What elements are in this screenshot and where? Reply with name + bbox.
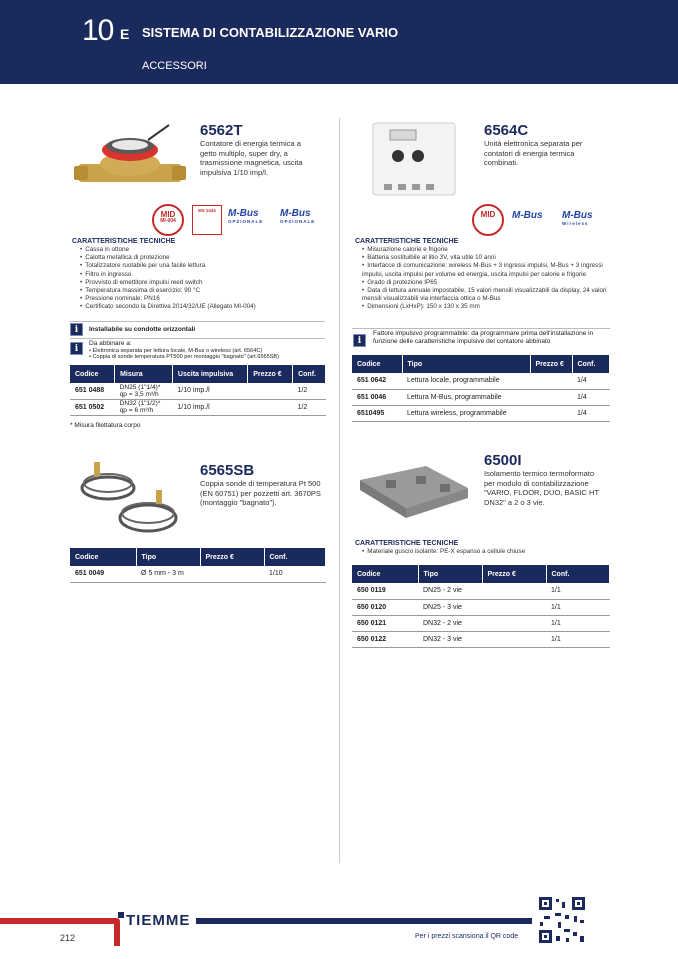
features-list-6564c [362, 246, 610, 312]
col-header: Misura [115, 365, 173, 383]
table-6565sb [70, 548, 326, 583]
table-6564c [352, 355, 610, 422]
features-title-6564c: CARATTERISTICHE TECNICHE [355, 238, 459, 245]
heat-meter-image [74, 120, 186, 200]
product-desc-6562t: Contatore di energia termica a getto multiplo, super dry, a trasmissione magnetica, uscita impulsiva 1/10 imp/l. [200, 139, 303, 177]
col-header: Tipo [136, 548, 200, 566]
col-header: Prezzo € [200, 548, 264, 566]
table-row: 650 0120 DN25 - 3 vie 1/1 [352, 599, 610, 615]
table-row: 651 0049 Ø 5 mm - 3 m 1/10 [70, 566, 326, 582]
table-row: 651 0502 DN32 (1"1/2)* qp = 6 m³/h 1/10 imp./l 1/2 [70, 399, 326, 415]
column-divider [339, 118, 340, 863]
list-item: • Calotta metallica di protezione [80, 254, 320, 262]
table-row: 650 0122 DN32 - 3 vie 1/1 [352, 631, 610, 647]
col-header: Conf. [546, 565, 610, 583]
list-item: • Cassa in ottone [80, 246, 320, 254]
info-icon: i [70, 342, 83, 355]
table-row: 650 0121 DN32 - 2 vie 1/1 [352, 615, 610, 631]
product-name-6564c: 6564C [484, 122, 529, 139]
table-6500i [352, 565, 610, 648]
mbus-wireless-logo: M-Bus OPZIONALE [280, 208, 316, 224]
features-list-6500i [362, 548, 610, 556]
col-header: Codice [352, 565, 418, 583]
col-header: Conf. [572, 355, 610, 373]
list-item: • Certificato secondo la Direttiva 2014/32/UE (Allegato MI-004) [80, 303, 320, 311]
table-row: 651 0642 Lettura locale, programmabile 1/4 [352, 373, 610, 389]
list-item: • Materiale guscio isolante: PE-X espanso a cellule chiuse [362, 548, 610, 556]
footer-blue-line [196, 918, 532, 924]
list-item: • Temperatura massima di esercizio: 90 °C [80, 287, 320, 295]
col-header: Conf. [264, 548, 326, 566]
page-subtitle: ACCESSORI [142, 60, 207, 72]
temperature-probes-image [80, 458, 180, 544]
mbus-logo: M-Bus OPZIONALE [228, 208, 264, 224]
features-title-6562t: CARATTERISTICHE TECNICHE [72, 238, 176, 245]
col-header: Prezzo € [482, 565, 546, 583]
col-header: Tipo [402, 355, 530, 373]
list-item: • Totalizzatore ruotabile per una facile lettura [80, 262, 320, 270]
product-name-6562t: 6562T [200, 122, 243, 139]
product-desc-6565sb: Coppia sonde di temperatura Pt 500 (EN 60751) per pozzetti art. 3670PS (montaggio "bagnato"). [200, 479, 321, 507]
table-row: 651 0488 DN25 (1"1/4)* qp = 3,5 m³/h 1/10 imp./l 1/2 [70, 383, 326, 399]
page-title: SISTEMA DI CONTABILIZZAZIONE VARIO [142, 25, 399, 40]
chapter-letter: E [120, 26, 130, 42]
note-combine: Da abbinare a: • Elettronica separata per lettura locale, M-Bus o wireless (art. 6564C) • Coppia di sonde temperatura PT500 per montaggio "bagnato" (art.6565SB) [89, 340, 280, 360]
list-item: • Grado di protezione IP65 [362, 279, 610, 287]
info-icon: i [353, 334, 366, 347]
list-item: • Pressione nominale: PN16 [80, 295, 320, 303]
table-row: 6510495 Lettura wireless, programmabile 1/4 [352, 405, 610, 421]
note-horizontal: Installabile su condotte orizzontali [89, 326, 196, 333]
col-header: Prezzo € [530, 355, 572, 373]
product-name-6500i: 6500I [484, 452, 522, 469]
col-header: Codice [70, 365, 115, 383]
insulation-shell-image [356, 458, 472, 524]
footnote: * Misura filettatura corpo [70, 422, 141, 429]
en1434-logo: EN 1434 [192, 205, 222, 235]
page-number: 212 [60, 933, 76, 943]
mbus-logo: M-Bus [512, 210, 543, 221]
list-item: • Misurazione calorie e frigorie [362, 246, 610, 254]
product-desc-6500i: Isolamento termico termoformato per modulo di contabilizzazione "VARIO, FLOOR, DUO, BASIC HT DN32" a 2 o 3 vie. [484, 469, 599, 507]
col-header: Uscita impulsiva [172, 365, 247, 383]
col-header: Codice [70, 548, 136, 566]
qr-code[interactable] [538, 896, 586, 944]
brand-logo: TIEMME [126, 912, 191, 929]
col-header: Codice [352, 355, 402, 373]
chapter-number: 10 [82, 14, 114, 47]
product-desc-6564c: Unità elettronica separata per contatori di energia termica combinati. [484, 139, 583, 167]
col-header: Prezzo € [248, 365, 293, 383]
list-item: • Filtro in ingresso [80, 271, 320, 279]
list-item: • Interfacce di comunicazione: wireless M-Bus + 3 ingressi impulsi, M-Bus + 3 ingressi impulsi, uscita impulsi per volume ed energia, uscita impulsi per calorie e frigorie [362, 262, 610, 278]
list-item: • Batteria sostituibile al litio 3V, vita utile 10 anni [362, 254, 610, 262]
table-6562t [70, 365, 326, 416]
table-row: 650 0119 DN25 - 2 vie 1/1 [352, 583, 610, 599]
list-item: • Dimensioni (LxHxP): 150 x 130 x 35 mm [362, 303, 610, 311]
brand-swoosh [96, 912, 124, 946]
col-header: Conf. [293, 365, 326, 383]
note-programmable: Fattore impulsivo programmabile: da programmare prima dell'installazione in funzione delle caratteristiche impulsive del contatore abbinato [373, 330, 594, 345]
col-header: Tipo [418, 565, 482, 583]
mid-logo: MID MI-004 [152, 204, 184, 236]
features-list-6562t [80, 246, 320, 312]
qr-note: Per i prezzi scansiona il QR code [415, 933, 519, 940]
electronic-unit-image [372, 122, 456, 196]
product-name-6565sb: 6565SB [200, 462, 255, 479]
list-item: • Data di lettura annuale impostabile, 15 valori mensili visualizzabili da display, 24 valori mensili visualizzabili via interfaccia ottica o M-Bus [362, 287, 610, 303]
mid-logo: MID [472, 204, 504, 236]
info-icon: i [70, 323, 83, 336]
list-item: • Provvisto di emettitore impulsi reed switch [80, 279, 320, 287]
features-title-6500i: CARATTERISTICHE TECNICHE [355, 540, 459, 547]
mbus-wireless-logo: M-Bus Wireless [562, 210, 593, 226]
table-row: 651 0046 Lettura M-Bus, programmabile 1/4 [352, 389, 610, 405]
footer-red-line [0, 918, 98, 924]
